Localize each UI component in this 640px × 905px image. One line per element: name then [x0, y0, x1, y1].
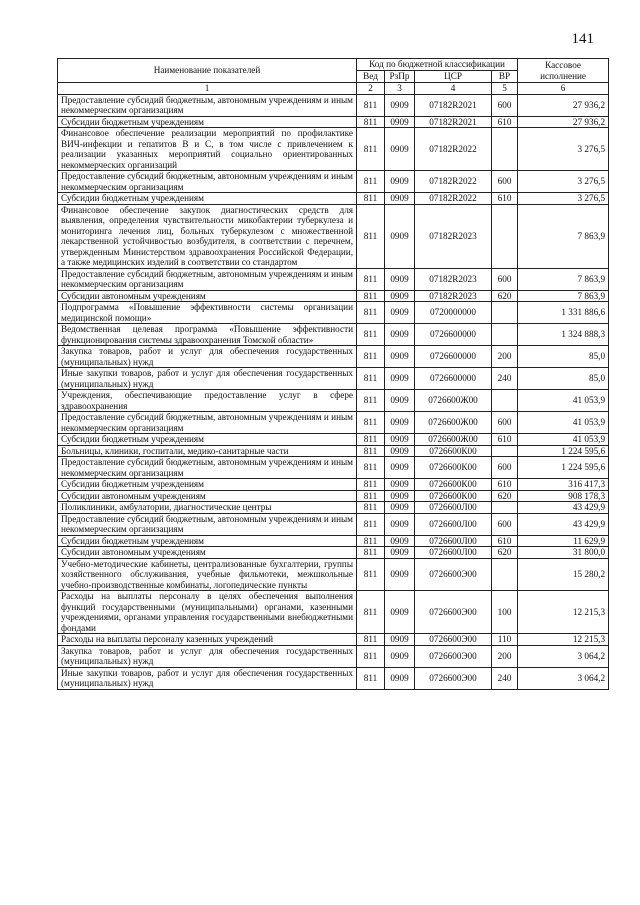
table-row	[58, 116, 609, 128]
row-amount-cell: 12 215,3	[518, 591, 609, 634]
column-number: 6	[518, 83, 609, 95]
row-rzpr-cell: 0909	[385, 479, 415, 491]
row-name-cell: Предоставление субсидий бюджетным, автономным учреждениям и иным некоммерческим организациям	[58, 94, 357, 116]
row-ved-cell: 811	[357, 634, 385, 646]
row-ved-cell: 811	[357, 591, 385, 634]
row-rzpr-cell: 0909	[385, 346, 415, 368]
row-csr-cell: 07182R2023	[415, 204, 492, 268]
table-row	[58, 634, 609, 646]
table-row	[58, 513, 609, 535]
row-amount-cell: 1 224 595,6	[518, 445, 609, 457]
row-ved-cell: 811	[357, 513, 385, 535]
row-vr-cell: 610	[492, 193, 518, 205]
row-rzpr-cell: 0909	[385, 128, 415, 171]
row-rzpr-cell: 0909	[385, 535, 415, 547]
row-name-cell: Учреждения, обеспечивающие предоставление услуг в сфере здравоохранения	[58, 390, 357, 412]
row-ved-cell: 811	[357, 547, 385, 559]
row-rzpr-cell: 0909	[385, 502, 415, 514]
row-rzpr-cell: 0909	[385, 193, 415, 205]
column-number: 4	[415, 83, 492, 95]
row-name-cell: Субсидии бюджетным учреждениям	[58, 479, 357, 491]
column-number: 5	[492, 83, 518, 95]
row-ved-cell: 811	[357, 324, 385, 346]
row-amount-cell: 27 936,2	[518, 116, 609, 128]
row-vr-cell: 600	[492, 412, 518, 434]
row-ved-cell: 811	[357, 204, 385, 268]
column-number: 2	[357, 83, 385, 95]
row-ved-cell: 811	[357, 479, 385, 491]
row-rzpr-cell: 0909	[385, 324, 415, 346]
row-rzpr-cell: 0909	[385, 204, 415, 268]
row-vr-cell	[492, 445, 518, 457]
row-ved-cell: 811	[357, 535, 385, 547]
row-amount-cell: 1 224 595,6	[518, 457, 609, 479]
row-amount-cell: 15 280,2	[518, 558, 609, 591]
row-csr-cell: 0726600Ж00	[415, 390, 492, 412]
row-vr-cell: 610	[492, 434, 518, 446]
row-name-cell: Субсидии бюджетным учреждениям	[58, 434, 357, 446]
header-amount: Кассовое исполнение	[518, 59, 609, 83]
row-name-cell: Предоставление субсидий бюджетным, автономным учреждениям и иным некоммерческим организациям	[58, 513, 357, 535]
row-amount-cell: 7 863,9	[518, 268, 609, 290]
row-name-cell: Учебно-методические кабинеты, централизованные бухгалтерии, группы хозяйственного обслуживания, учебные фильмотеки, межшкольные учебно-производственные комбинаты, логопедические пункты	[58, 558, 357, 591]
row-rzpr-cell: 0909	[385, 94, 415, 116]
row-rzpr-cell: 0909	[385, 445, 415, 457]
table-row	[58, 479, 609, 491]
row-name-cell: Предоставление субсидий бюджетным, автономным учреждениям и иным некоммерческим организациям	[58, 457, 357, 479]
row-name-cell: Закупка товаров, работ и услуг для обеспечения государственных (муниципальных) нужд	[58, 346, 357, 368]
row-ved-cell: 811	[357, 94, 385, 116]
row-rzpr-cell: 0909	[385, 591, 415, 634]
row-ved-cell: 811	[357, 558, 385, 591]
table-row	[58, 547, 609, 559]
row-ved-cell: 811	[357, 368, 385, 390]
row-name-cell: Финансовое обеспечение реализации мероприятий по профилактике ВИЧ-инфекции и гепатитов B и C, в том числе с привлечением к реализации указанных мероприятий социально ориентированных некоммерческих организаций	[58, 128, 357, 171]
table-row	[58, 591, 609, 634]
row-csr-cell: 0726600К00	[415, 490, 492, 502]
row-vr-cell: 620	[492, 490, 518, 502]
table-row	[58, 302, 609, 324]
row-csr-cell: 0726600Л00	[415, 513, 492, 535]
table-row	[58, 390, 609, 412]
row-ved-cell: 811	[357, 116, 385, 128]
row-rzpr-cell: 0909	[385, 558, 415, 591]
row-name-cell: Предоставление субсидий бюджетным, автономным учреждениям и иным некоммерческим организациям	[58, 412, 357, 434]
row-ved-cell: 811	[357, 434, 385, 446]
row-ved-cell: 811	[357, 457, 385, 479]
header-name: Наименование показателей	[58, 59, 357, 83]
row-csr-cell: 07182R2021	[415, 116, 492, 128]
row-csr-cell: 0726600Э00	[415, 591, 492, 634]
row-vr-cell: 200	[492, 645, 518, 667]
header-code-group: Код по бюджетной классификации	[357, 59, 518, 71]
row-amount-cell: 43 429,9	[518, 513, 609, 535]
row-name-cell: Подпрограмма «Повышение эффективности системы организации медицинской помощи»	[58, 302, 357, 324]
table-row	[58, 128, 609, 171]
row-amount-cell: 7 863,9	[518, 290, 609, 302]
row-rzpr-cell: 0909	[385, 302, 415, 324]
page-number: 141	[571, 31, 594, 47]
row-csr-cell: 0726600Ж00	[415, 434, 492, 446]
row-ved-cell: 811	[357, 390, 385, 412]
table-row	[58, 204, 609, 268]
row-rzpr-cell: 0909	[385, 268, 415, 290]
row-amount-cell: 31 800,0	[518, 547, 609, 559]
row-rzpr-cell: 0909	[385, 116, 415, 128]
row-amount-cell: 316 417,3	[518, 479, 609, 491]
row-vr-cell: 600	[492, 94, 518, 116]
header-csr: ЦСР	[415, 71, 492, 83]
table-row	[58, 502, 609, 514]
table-row	[58, 290, 609, 302]
table-row	[58, 368, 609, 390]
row-amount-cell: 43 429,9	[518, 502, 609, 514]
row-ved-cell: 811	[357, 268, 385, 290]
row-vr-cell: 610	[492, 116, 518, 128]
row-rzpr-cell: 0909	[385, 390, 415, 412]
row-name-cell: Предоставление субсидий бюджетным, автономным учреждениям и иным некоммерческим организациям	[58, 268, 357, 290]
row-vr-cell	[492, 302, 518, 324]
row-vr-cell: 240	[492, 667, 518, 689]
row-vr-cell	[492, 390, 518, 412]
row-name-cell: Иные закупки товаров, работ и услуг для обеспечения государственных (муниципальных) нужд	[58, 368, 357, 390]
table-row	[58, 94, 609, 116]
column-number-row	[58, 83, 609, 95]
table-row	[58, 324, 609, 346]
row-vr-cell: 600	[492, 171, 518, 193]
row-name-cell: Субсидии автономным учреждениям	[58, 290, 357, 302]
header-ved: Вед	[357, 71, 385, 83]
row-vr-cell	[492, 558, 518, 591]
row-csr-cell: 0726600Э00	[415, 558, 492, 591]
row-vr-cell: 200	[492, 346, 518, 368]
row-ved-cell: 811	[357, 412, 385, 434]
row-csr-cell: 0720000000	[415, 302, 492, 324]
row-name-cell: Субсидии бюджетным учреждениям	[58, 116, 357, 128]
row-ved-cell: 811	[357, 302, 385, 324]
row-rzpr-cell: 0909	[385, 634, 415, 646]
row-csr-cell: 0726600Л00	[415, 502, 492, 514]
row-rzpr-cell: 0909	[385, 513, 415, 535]
row-name-cell: Иные закупки товаров, работ и услуг для обеспечения государственных (муниципальных) нужд	[58, 667, 357, 689]
table-row	[58, 645, 609, 667]
row-rzpr-cell: 0909	[385, 434, 415, 446]
column-number: 1	[58, 83, 357, 95]
row-rzpr-cell: 0909	[385, 368, 415, 390]
row-amount-cell: 1 331 886,6	[518, 302, 609, 324]
row-amount-cell: 41 053,9	[518, 390, 609, 412]
row-name-cell: Расходы на выплаты персоналу казенных учреждений	[58, 634, 357, 646]
row-csr-cell: 0726600Л00	[415, 535, 492, 547]
row-csr-cell: 07182R2023	[415, 268, 492, 290]
table-row	[58, 193, 609, 205]
row-name-cell: Закупка товаров, работ и услуг для обеспечения государственных (муниципальных) нужд	[58, 645, 357, 667]
row-vr-cell: 620	[492, 547, 518, 559]
row-rzpr-cell: 0909	[385, 290, 415, 302]
row-csr-cell: 0726600000	[415, 346, 492, 368]
row-rzpr-cell: 0909	[385, 171, 415, 193]
row-amount-cell: 12 215,3	[518, 634, 609, 646]
row-ved-cell: 811	[357, 645, 385, 667]
row-vr-cell: 620	[492, 290, 518, 302]
row-csr-cell: 0726600000	[415, 324, 492, 346]
row-vr-cell	[492, 204, 518, 268]
table-row	[58, 171, 609, 193]
row-amount-cell: 11 629,9	[518, 535, 609, 547]
row-csr-cell: 07182R2022	[415, 193, 492, 205]
row-name-cell: Больницы, клиники, госпитали, медико-санитарные части	[58, 445, 357, 457]
table-row	[58, 667, 609, 689]
row-ved-cell: 811	[357, 445, 385, 457]
table-row	[58, 457, 609, 479]
row-ved-cell: 811	[357, 346, 385, 368]
row-vr-cell: 600	[492, 457, 518, 479]
row-vr-cell: 610	[492, 535, 518, 547]
row-amount-cell: 3 276,5	[518, 171, 609, 193]
row-ved-cell: 811	[357, 490, 385, 502]
row-name-cell: Финансовое обеспечение закупок диагностических средств для выявления, определения чувствительности микобактерии туберкулеза и мониторинга лечения лиц, больных туберкулезом с множественной лекарственной устойчивостью возбудителя, в соответствии с перечнем, утвержденным Министерством здравоохранения Российской Федерации, а также медицинских изделий в соответствии со стандартом	[58, 204, 357, 268]
row-csr-cell: 0726600К00	[415, 457, 492, 479]
row-rzpr-cell: 0909	[385, 490, 415, 502]
row-vr-cell: 600	[492, 268, 518, 290]
row-amount-cell: 3 064,2	[518, 667, 609, 689]
table-row	[58, 558, 609, 591]
row-csr-cell: 07182R2022	[415, 128, 492, 171]
row-csr-cell: 0726600К00	[415, 445, 492, 457]
row-ved-cell: 811	[357, 502, 385, 514]
row-ved-cell: 811	[357, 667, 385, 689]
row-amount-cell: 85,0	[518, 346, 609, 368]
row-name-cell: Субсидии автономным учреждениям	[58, 547, 357, 559]
header-rzpr: РзПр	[385, 71, 415, 83]
row-name-cell: Ведомственная целевая программа «Повышение эффективности функционирования системы здравоохранения Томской области»	[58, 324, 357, 346]
row-vr-cell	[492, 324, 518, 346]
row-vr-cell: 110	[492, 634, 518, 646]
row-rzpr-cell: 0909	[385, 412, 415, 434]
row-amount-cell: 41 053,9	[518, 412, 609, 434]
table-row	[58, 268, 609, 290]
row-amount-cell: 3 276,5	[518, 128, 609, 171]
row-name-cell: Предоставление субсидий бюджетным, автономным учреждениям и иным некоммерческим организациям	[58, 171, 357, 193]
row-ved-cell: 811	[357, 128, 385, 171]
row-rzpr-cell: 0909	[385, 667, 415, 689]
column-number: 3	[385, 83, 415, 95]
header-vr: ВР	[492, 71, 518, 83]
row-csr-cell: 07182R2023	[415, 290, 492, 302]
table-row	[58, 412, 609, 434]
row-csr-cell: 0726600Ж00	[415, 412, 492, 434]
row-csr-cell: 0726600Э00	[415, 634, 492, 646]
row-rzpr-cell: 0909	[385, 645, 415, 667]
row-ved-cell: 811	[357, 290, 385, 302]
row-vr-cell: 240	[492, 368, 518, 390]
row-ved-cell: 811	[357, 193, 385, 205]
row-vr-cell: 610	[492, 479, 518, 491]
row-csr-cell: 0726600000	[415, 368, 492, 390]
row-name-cell: Поликлиники, амбулатории, диагностические центры	[58, 502, 357, 514]
row-name-cell: Субсидии бюджетным учреждениям	[58, 193, 357, 205]
row-csr-cell: 0726600К00	[415, 479, 492, 491]
row-amount-cell: 3 276,5	[518, 193, 609, 205]
row-name-cell: Расходы на выплаты персоналу в целях обеспечения выполнения функций государственными (муниципальными) органами, казенными учреждениями, органами управления государственными внебюджетными фондами	[58, 591, 357, 634]
row-amount-cell: 27 936,2	[518, 94, 609, 116]
row-amount-cell: 908 178,3	[518, 490, 609, 502]
table-row	[58, 434, 609, 446]
row-amount-cell: 1 324 888,3	[518, 324, 609, 346]
row-vr-cell: 100	[492, 591, 518, 634]
row-ved-cell: 811	[357, 171, 385, 193]
row-amount-cell: 85,0	[518, 368, 609, 390]
row-rzpr-cell: 0909	[385, 547, 415, 559]
row-csr-cell: 0726600Э00	[415, 667, 492, 689]
table-row	[58, 346, 609, 368]
table-row	[58, 445, 609, 457]
row-csr-cell: 0726600Э00	[415, 645, 492, 667]
table-row	[58, 490, 609, 502]
row-amount-cell: 41 053,9	[518, 434, 609, 446]
row-amount-cell: 7 863,9	[518, 204, 609, 268]
table-row	[58, 535, 609, 547]
budget-table	[57, 58, 609, 690]
row-rzpr-cell: 0909	[385, 457, 415, 479]
row-vr-cell	[492, 128, 518, 171]
row-csr-cell: 07182R2022	[415, 171, 492, 193]
row-amount-cell: 3 064,2	[518, 645, 609, 667]
row-csr-cell: 07182R2021	[415, 94, 492, 116]
row-vr-cell: 600	[492, 513, 518, 535]
row-vr-cell	[492, 502, 518, 514]
row-name-cell: Субсидии бюджетным учреждениям	[58, 535, 357, 547]
row-name-cell: Субсидии автономным учреждениям	[58, 490, 357, 502]
row-csr-cell: 0726600Л00	[415, 547, 492, 559]
table-body	[58, 94, 609, 689]
